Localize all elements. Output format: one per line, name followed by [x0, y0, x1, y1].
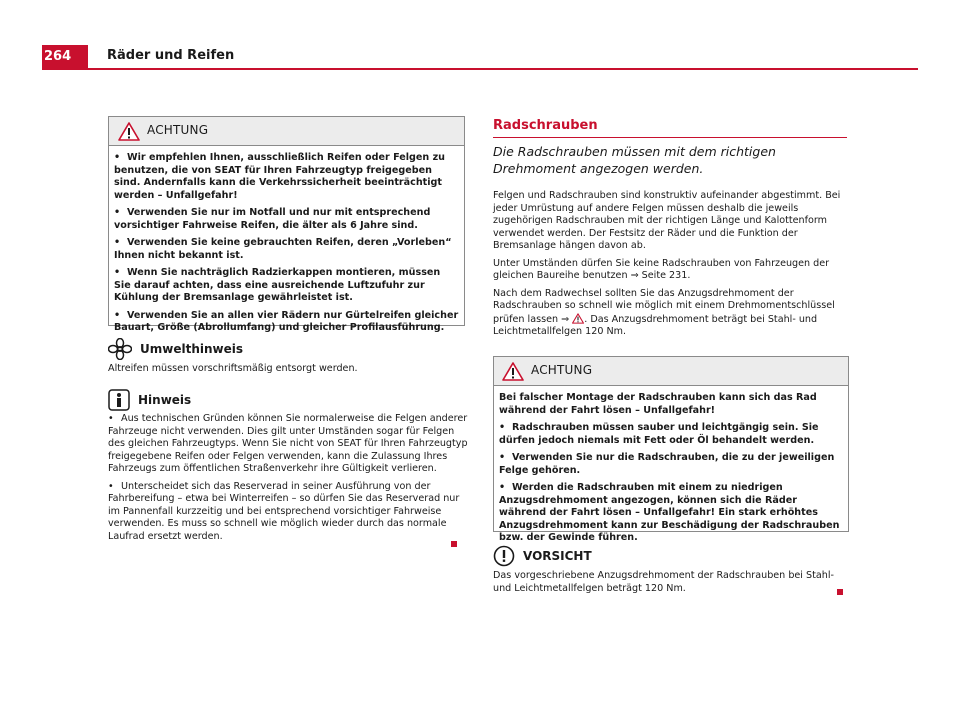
warning-intro: Bei falscher Montage der Radschrauben kann sich das Rad während der Fahrt lösen – Unfallgefahr!	[499, 392, 817, 416]
note-heading	[108, 389, 191, 411]
note-title: Hinweis	[138, 393, 192, 407]
list-item: • Wir empfehlen Ihnen, ausschließlich Reifen oder Felgen zu benutzen, die von SEAT für Ihren Fahrzeugtyp freigegeben sind. Andernfalls kann die Verkehrssicherheit beeinträchtigt werden – Unfallgefahr!	[114, 152, 445, 201]
warning-box-header	[109, 117, 464, 146]
caution-title: VORSICHT	[523, 549, 592, 563]
list-item: • Unterscheidet sich das Reserverad in seiner Ausführung von der Fahrbereifung – etwa bei Winterreifen – so dürfen Sie das Reserverad nur im Pannenfall kurzzeitig und bei entsprechend vorsichtiger Fahrweise verwenden. Es muss so schnell wie möglich wieder durch das normale Laufrad ersetzt werden.	[108, 480, 460, 542]
flower-icon	[108, 338, 132, 360]
environment-heading	[108, 338, 243, 360]
warning-triangle-icon	[118, 122, 140, 141]
warning-title: ACHTUNG	[531, 363, 593, 377]
list-item: • Verwenden Sie an allen vier Rädern nur Gürtelreifen gleicher Bauart, Größe (Abrollumfang) und gleicher Profilausführung.	[114, 309, 459, 333]
warning-box-left	[108, 116, 465, 333]
list-item: • Aus technischen Gründen können Sie normalerweise die Felgen anderer Fahrzeuge nicht verwenden. Dies gilt unter Umständen sogar für Felgen des gleichen Fahrzeugtyps. Wenn Sie nicht von SEAT für Ihren Fahrzeugtyp freigegebene Reifen oder Felgen verwenden, kann die Zulassung Ihres Fahrzeugs zum öffentlichen Straßenverkehr ihre Gültigkeit verlieren.	[108, 413, 468, 474]
warning-box-right	[493, 356, 849, 543]
environment-text: Altreifen müssen vorschriftsmäßig entsorgt werden.	[108, 363, 358, 374]
page-number: 264	[42, 45, 88, 68]
section-subtitle: Die Radschrauben müssen mit dem richtigen Drehmoment angezogen werden.	[493, 144, 776, 176]
exclamation-circle-icon	[493, 545, 515, 567]
paragraph: Felgen und Radschrauben sind konstruktiv aufeinander abgestimmt. Bei jeder Umrüstung auf andere Felgen müssen deshalb die jeweils zugehörigen Radschrauben mit der richtigen Länge und Kalottenform verwendet werden. Der Festsitz der Räder und die Funktion der Bremsanlage hängen davon ab.	[493, 190, 841, 251]
list-item: • Radschrauben müssen sauber und leichtgängig sein. Sie dürfen jedoch niemals mit Fett oder Öl behandelt werden.	[499, 422, 819, 446]
right-body	[493, 190, 849, 344]
list-item: • Verwenden Sie nur die Radschrauben, die zu der jeweiligen Felge gehören.	[499, 452, 835, 476]
environment-title: Umwelthinweis	[140, 342, 244, 356]
warning-title: ACHTUNG	[147, 123, 209, 137]
paragraph: Nach dem Radwechsel sollten Sie das Anzugsdrehmoment der Radschrauben so schnell wie möglich mit einem Drehmomentschlüssel prüfen lassen ⇒ . Das Anzugsdrehmoment beträgt bei Stahl- und Leichtmetallfelgen 120 Nm.	[493, 287, 835, 337]
chapter-title: Räder und Reifen	[107, 48, 235, 63]
paragraph: Unter Umständen dürfen Sie keine Radschrauben von Fahrzeugen der gleichen Baureihe benutzen ⇒ Seite 231.	[493, 257, 830, 281]
list-item: • Wenn Sie nachträglich Radzierkappen montieren, müssen Sie darauf achten, dass eine ausreichende Luftzufuhr zur Kühlung der Bremsanlage gewährleistet ist.	[114, 267, 441, 303]
list-item: • Werden die Radschrauben mit einem zu niedrigen Anzugsdrehmoment angezogen, können sich die Räder während der Fahrt lösen – Unfallgefahr! Ein stark erhöhtes Anzugsdrehmoment kann zur Beschädigung der Radschrauben bzw. der Gewinde führen.	[499, 482, 840, 543]
warning-triangle-icon	[572, 313, 584, 324]
caution-heading	[493, 545, 592, 567]
section-end-marker	[451, 541, 457, 547]
note-body	[108, 413, 468, 548]
list-item: • Verwenden Sie nur im Notfall und nur mit entsprechend vorsichtiger Fahrweise Reifen, die älter als 6 Jahre sind.	[114, 207, 431, 231]
warning-body	[494, 386, 848, 554]
page-header	[42, 43, 918, 70]
section-end-marker	[837, 589, 843, 595]
warning-box-header	[494, 357, 848, 386]
warning-body	[109, 146, 464, 344]
info-icon	[108, 389, 130, 411]
caution-text: Das vorgeschriebene Anzugsdrehmoment der Radschrauben bei Stahl- und Leichtmetallfelgen beträgt 120 Nm.	[493, 570, 834, 594]
list-item: • Verwenden Sie keine gebrauchten Reifen, deren „Vorleben“ Ihnen nicht bekannt ist.	[114, 237, 452, 261]
section-title: Radschrauben	[493, 118, 847, 138]
warning-triangle-icon	[502, 362, 524, 381]
